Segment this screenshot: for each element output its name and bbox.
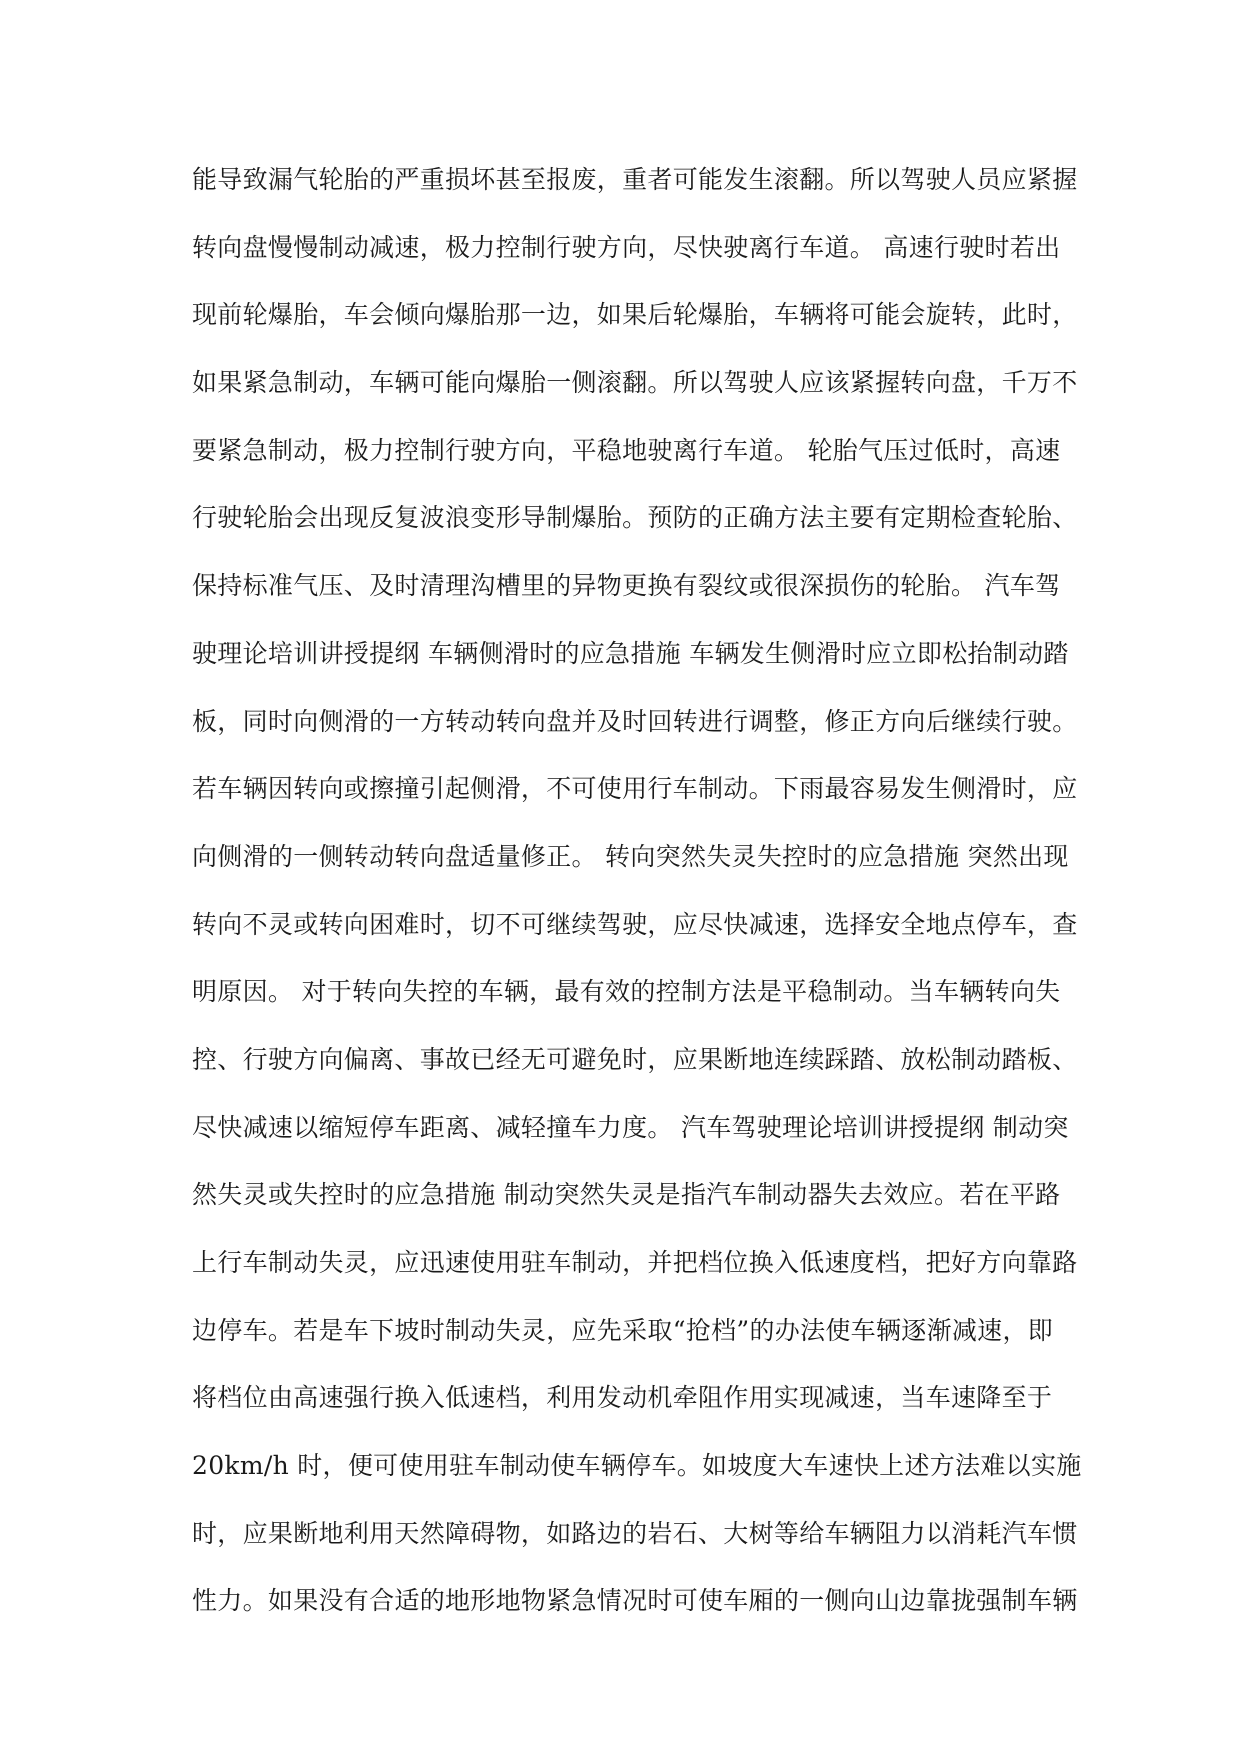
- text-line: 时，应果断地利用天然障碍物，如路边的岩石、大树等给车辆阻力以消耗汽车惯: [192, 1518, 1078, 1548]
- text-line: 行驶轮胎会出现反复波浪变形导制爆胎。预防的正确方法主要有定期检查轮胎、: [192, 503, 1078, 533]
- text-line: 如果紧急制动，车辆可能向爆胎一侧滚翻。所以驾驶人应该紧握转向盘，千万不: [192, 368, 1078, 398]
- text-line: 尽快减速以缩短停车距离、减轻撞车力度。 汽车驾驶理论培训讲授提纲 制动突: [192, 1112, 1069, 1142]
- text-line: 保持标准气压、及时清理沟槽里的异物更换有裂纹或很深损伤的轮胎。 汽车驾: [192, 571, 1061, 601]
- body-text: [192, 160, 1082, 1649]
- text-line: 要紧急制动，极力控制行驶方向，平稳地驶离行车道。 轮胎气压过低时，高速: [192, 435, 1061, 465]
- text-line: 板，同时向侧滑的一方转动转向盘并及时回转进行调整，修正方向后继续行驶。: [192, 706, 1078, 736]
- text-line: 将档位由高速强行换入低速档，利用发动机牵阻作用实现减速，当车速降至于: [192, 1383, 1053, 1413]
- text-line: 能导致漏气轮胎的严重损坏甚至报废，重者可能发生滚翻。所以驾驶人员应紧握: [192, 165, 1078, 194]
- text-line: 然失灵或失控时的应急措施 制动突然失灵是指汽车制动器失去效应。若在平路: [192, 1180, 1061, 1210]
- text-line: 明原因。 对于转向失控的车辆，最有效的控制方法是平稳制动。当车辆转向失: [192, 977, 1061, 1007]
- text-line: 驶理论培训讲授提纲 车辆侧滑时的应急措施 车辆发生侧滑时应立即松抬制动踏: [192, 638, 1069, 668]
- text-line: 转向盘慢慢制动减速，极力控制行驶方向，尽快驶离行车道。 高速行驶时若出: [192, 232, 1061, 262]
- text-line: 向侧滑的一侧转动转向盘适量修正。 转向突然失灵失控时的应急措施 突然出现: [192, 841, 1069, 871]
- text-line: 转向不灵或转向困难时，切不可继续驾驶，应尽快减速，选择安全地点停车，查: [192, 909, 1078, 939]
- text-line: 现前轮爆胎，车会倾向爆胎那一边，如果后轮爆胎，车辆将可能会旋转，此时，: [192, 300, 1078, 330]
- text-line: 上行车制动失灵，应迅速使用驻车制动，并把档位换入低速度档，把好方向靠路: [192, 1248, 1078, 1277]
- text-line: 边停车。若是车下坡时制动失灵，应先采取“抢档”的办法使车辆逐渐减速，即: [192, 1315, 1054, 1345]
- text-line: 性力。如果没有合适的地形地物紧急情况时可使车厢的一侧向山边靠拢强制车辆: [192, 1586, 1078, 1616]
- text-line: 若车辆因转向或擦撞引起侧滑，不可使用行车制动。下雨最容易发生侧滑时，应: [192, 774, 1078, 804]
- text-line: 20km/h 时，便可使用驻车制动使车辆停车。如坡度大车速快上述方法难以实施: [192, 1451, 1082, 1481]
- text-line: 控、行驶方向偏离、事故已经无可避免时，应果断地连续踩踏、放松制动踏板、: [192, 1044, 1078, 1074]
